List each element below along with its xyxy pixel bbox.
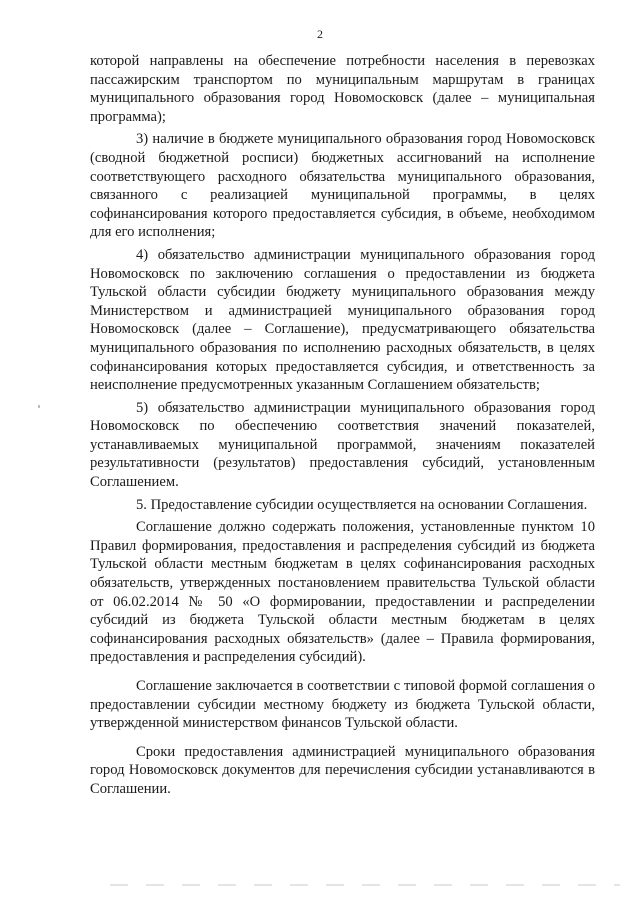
page-number: 2 bbox=[317, 27, 323, 41]
scan-artifact bbox=[38, 405, 40, 408]
paragraph-program-continuation: которой направлены на обеспечение потребности населения в перевозках пассажирским транспортом по муниципальным маршрутам в границах муниципального образования город Новомосковск (далее – муниципальная программа); bbox=[90, 53, 595, 125]
paragraph-section-5: 5. Предоставление субсидии осуществляется на основании Соглашения. bbox=[136, 496, 588, 513]
paragraph-agreement-form: Соглашение заключается в соответствии с типовой формой соглашения о предоставлении субсидии местному бюджету из бюджета Тульской области, утвержденной министерством финансов Тульской области. bbox=[90, 678, 595, 732]
paragraph-agreement-contents: Соглашение должно содержать положения, установленные пунктом 10 Правил формирования, предоставления и распределения субсидий из бюджета Тульской области местным бюджетам в целях софинансирования расходных обязательств, утвержденных постановлением правительства Тульской области от 06.02.2014 № 50 «О формировании, предоставлении и распределении субсидий из бюджета Тульской области местным бюджетам в целях софинансирования расходных обязательств» (далее – Правила формирования, предоставления и распределения субсидий). bbox=[90, 519, 595, 666]
paragraph-item-4: 4) обязательство администрации муниципального образования город Новомосковск по заключению соглашения о предоставлении из бюджета Тульской области субсидии бюджету муниципального образования между Министерством и администрацией муниципального образования город Новомосковск (далее – Соглашение), предусматривающего обязательства муниципального образования по исполнению расходных обязательств, в целях софинансирования которых предоставляется субсидия, и ответственность за неисполнение предусмотренных указанным Соглашением обязательств; bbox=[90, 246, 595, 394]
scan-footer-artifact bbox=[110, 884, 620, 886]
document-body bbox=[90, 52, 595, 803]
paragraph-item-3: 3) наличие в бюджете муниципального образования город Новомосковск (сводной бюджетной росписи) бюджетных ассигнований на исполнение соответствующего расходного обязательства муниципального образования, связанного с реализацией муниципальной программы, в целях софинансирования которого предоставляется субсидия, в объеме, необходимом для его исполнения; bbox=[90, 131, 595, 241]
paragraph-item-5: 5) обязательство администрации муниципального образования город Новомосковск по обеспечению соответствия значений показателей, устанавливаемых муниципальной программой, значениям показателей результативности (результатов) предоставления субсидий, установленным Соглашением. bbox=[90, 399, 595, 491]
paragraph-deadlines: Сроки предоставления администрацией муниципального образования город Новомосковск документов для перечисления субсидии устанавливаются в Соглашении. bbox=[90, 743, 595, 797]
